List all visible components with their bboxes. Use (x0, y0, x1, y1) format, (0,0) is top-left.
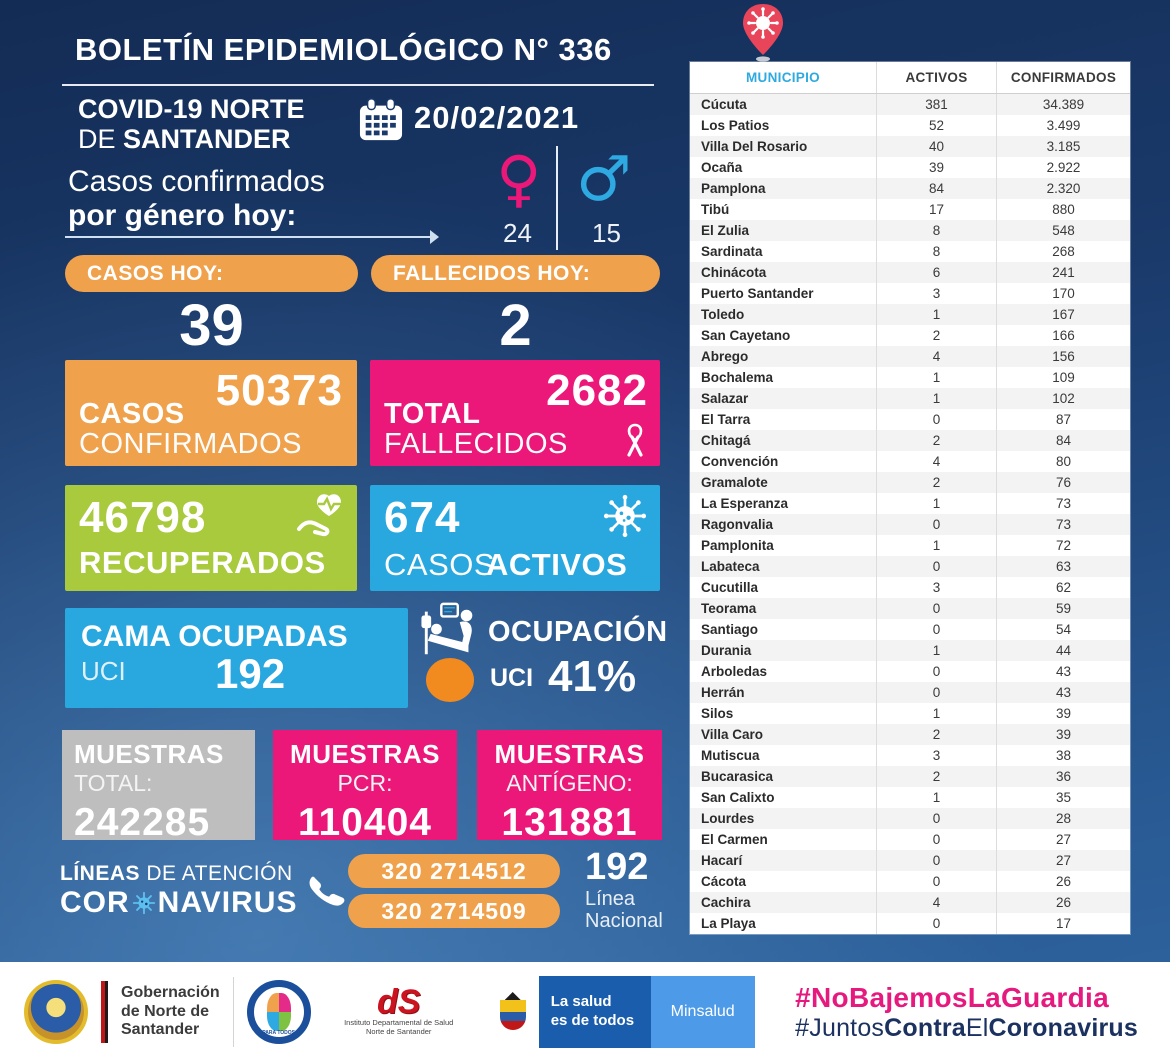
confirmados-cell: 34.389 (996, 94, 1130, 115)
uci-beds-box: CAMA OCUPADAS UCI 192 (65, 608, 408, 708)
activos-cell: 0 (876, 808, 996, 829)
activos-cell: 2 (876, 766, 996, 787)
municipio-cell: Cúcuta (701, 97, 747, 112)
table-row (690, 472, 1130, 493)
confirmados-cell: 28 (996, 808, 1130, 829)
confirmados-cell: 880 (996, 199, 1130, 220)
confirmados-cell: 72 (996, 535, 1130, 556)
activos-cell: 17 (876, 199, 996, 220)
bulletin-poster: BOLETÍN EPIDEMIOLÓGICO N° 336 COVID-19 NORTE DE SANTANDER 20/02/2021 Casos confirmados por género hoy: ♀ ♂ 24 15 CASOS HOY: FALLECIDOS HOY: 39 2 50373 CASOS CONFIRMADOS 2682 TOTAL FALLECIDOS 46798 RECUPERADOS 674 CASOS ACTIVOS CAMA OCUPADAS UCI 192 OCUPACIÓN UCI 41% MUESTRAS TOTAL: 242285 MUESTRAS PCR: 110404 MUESTRAS ANTÍGENO: 131881 LÍNEAS DE ATENCIÓN COR NAVIRUS 320 2714512 320 2714509 192 Línea Nacional MUNICIPIO ACTIVOS CONFIRMADOS Cúcuta 381 34.389 Los Patios 52 3.499 Villa Del Rosario 40 3.185 Ocaña 39 2.922 Pamplona 84 2.320 Tibú 17 880 El Zulia 8 548 Sardinata 8 268 Chinácota 6 241 Puerto Santander 3 170 Toledo 1 167 San Cayetano 2 166 Abrego 4 156 Bochalema 1 109 Salazar 1 102 El Tarra 0 87 Chitagá 2 84 Convención 4 80 Gramalote 2 76 La Esperanza 1 73 Ragonvalia 0 73 Pamplonita 1 72 Labateca 0 63 Cucutilla 3 62 Teorama 0 59 Santiago 0 54 Durania 1 44 Arboledas 0 43 Herrán 0 43 Silos 1 39 Villa Caro 2 39 Mutiscua 3 38 Bucarasica 2 36 San Calixto 1 35 Lourdes 0 28 El Carmen 0 27 Hacarí 0 27 Cácota 0 26 Cachira 4 26 La Playa 0 17 Gobernación de Norte de Santander PARA TODOS dS Instituto Departamental de Salud Norte de Santander La salud es de todos Minsalud #NoBajemosLaGuardia #JuntosContraElCoronavirus (0, 0, 1170, 1062)
municipality-table (690, 62, 1130, 934)
samples-pcr-value: 110404 (298, 801, 432, 844)
municipio-cell: Pamplona (701, 181, 766, 196)
confirmados-cell: 38 (996, 745, 1130, 766)
municipio-cell: Ragonvalia (701, 517, 774, 532)
table-row (690, 199, 1130, 220)
activos-cell: 8 (876, 241, 996, 262)
table-row (690, 388, 1130, 409)
table-row (690, 598, 1130, 619)
table-row (690, 577, 1130, 598)
recovered-value: 46798 (79, 493, 207, 542)
cases-today-value: 39 (179, 293, 244, 358)
confirmados-cell: 87 (996, 409, 1130, 430)
activos-cell: 39 (876, 157, 996, 178)
uci-occupation-label: OCUPACIÓN (488, 616, 668, 648)
activos-cell: 1 (876, 535, 996, 556)
municipio-cell: Villa Caro (701, 727, 764, 742)
activos-cell: 4 (876, 892, 996, 913)
activos-cell: 0 (876, 598, 996, 619)
activos-cell: 6 (876, 262, 996, 283)
municipio-cell: Los Patios (701, 118, 770, 133)
confirmados-cell: 548 (996, 220, 1130, 241)
deaths-today-pill: FALLECIDOS HOY: (371, 255, 660, 292)
deaths-value: 2682 (546, 366, 648, 415)
table-row (690, 304, 1130, 325)
activos-cell: 1 (876, 703, 996, 724)
table-row (690, 619, 1130, 640)
activos-cell: 3 (876, 745, 996, 766)
municipio-cell: Herrán (701, 685, 745, 700)
gender-section-label: Casos confirmados por género hoy: (68, 165, 325, 232)
footer-divider (233, 977, 234, 1047)
confirmados-cell: 63 (996, 556, 1130, 577)
municipio-cell: El Zulia (701, 223, 750, 238)
uci-beds-value: 192 (215, 650, 286, 697)
municipio-cell: Labateca (701, 559, 760, 574)
confirmados-cell: 170 (996, 283, 1130, 304)
municipio-cell: La Esperanza (701, 496, 789, 511)
activos-cell: 2 (876, 325, 996, 346)
table-row (690, 829, 1130, 850)
confirmados-cell: 156 (996, 346, 1130, 367)
table-row (690, 430, 1130, 451)
table-row (690, 808, 1130, 829)
active-cases-box: 674 CASOS ACTIVOS (370, 485, 660, 591)
table-row (690, 178, 1130, 199)
activos-cell: 1 (876, 640, 996, 661)
activos-cell: 0 (876, 619, 996, 640)
table-row (690, 325, 1130, 346)
confirmados-cell: 3.499 (996, 115, 1130, 136)
virus-icon (600, 491, 650, 541)
phone-icon (303, 869, 348, 914)
samples-pcr-box: MUESTRAS PCR: 110404 (273, 730, 457, 840)
activos-cell: 381 (876, 94, 996, 115)
confirmados-cell: 2.922 (996, 157, 1130, 178)
municipio-cell: Arboledas (701, 664, 768, 679)
activos-cell: 3 (876, 283, 996, 304)
municipio-cell: Silos (701, 706, 734, 721)
coronavirus-o-icon (131, 890, 157, 916)
hand-heart-icon (295, 493, 347, 539)
deaths-today-value: 2 (499, 293, 532, 358)
title-underline (62, 84, 654, 86)
municipality-table-body (690, 94, 1130, 934)
samples-antigen-value: 131881 (501, 801, 638, 844)
occupation-dot (426, 658, 474, 702)
subtitle (78, 94, 305, 154)
municipio-cell: Cachira (701, 895, 751, 910)
confirmados-cell: 3.185 (996, 136, 1130, 157)
table-row (690, 220, 1130, 241)
municipio-cell: San Calixto (701, 790, 775, 805)
confirmados-cell: 59 (996, 598, 1130, 619)
activos-cell: 0 (876, 829, 996, 850)
confirmados-cell: 54 (996, 619, 1130, 640)
table-row (690, 661, 1130, 682)
confirmados-cell: 2.320 (996, 178, 1130, 199)
confirmados-cell: 43 (996, 682, 1130, 703)
municipio-cell: La Playa (701, 916, 756, 931)
subtitle-line1: COVID-19 NORTE (78, 94, 305, 124)
table-row (690, 787, 1130, 808)
activos-cell: 2 (876, 430, 996, 451)
samples-total-value: 242285 (74, 801, 211, 844)
subtitle-line2: DE SANTANDER (78, 124, 291, 155)
municipio-cell: Chitagá (701, 433, 751, 448)
activos-cell: 4 (876, 346, 996, 367)
confirmados-cell: 76 (996, 472, 1130, 493)
table-row (690, 640, 1130, 661)
table-row (690, 409, 1130, 430)
confirmados-cell: 17 (996, 913, 1130, 934)
table-row (690, 493, 1130, 514)
activos-cell: 52 (876, 115, 996, 136)
activos-cell: 1 (876, 304, 996, 325)
confirmados-cell: 35 (996, 787, 1130, 808)
table-row (690, 850, 1130, 871)
header-confirmados: CONFIRMADOS (996, 62, 1130, 93)
samples-total-box: MUESTRAS TOTAL: 242285 (62, 730, 255, 840)
header-activos: ACTIVOS (876, 62, 996, 93)
municipio-cell: Teorama (701, 601, 757, 616)
municipio-cell: Cucutilla (701, 580, 759, 595)
municipio-cell: Sardinata (701, 244, 763, 259)
confirmados-cell: 241 (996, 262, 1130, 283)
activos-cell: 0 (876, 913, 996, 934)
hospital-bed-icon (420, 600, 482, 662)
table-row (690, 745, 1130, 766)
municipio-cell: Durania (701, 643, 752, 658)
active-value: 674 (384, 493, 461, 542)
confirmed-value: 50373 (215, 366, 343, 415)
minsalud-logo (487, 976, 755, 1048)
table-row (690, 892, 1130, 913)
activos-cell: 40 (876, 136, 996, 157)
table-row (690, 451, 1130, 472)
national-line-number: 192 (585, 846, 649, 888)
confirmados-cell: 62 (996, 577, 1130, 598)
table-row (690, 913, 1130, 934)
activos-cell: 0 (876, 514, 996, 535)
ribbon-icon (622, 422, 648, 460)
table-row (690, 724, 1130, 745)
confirmed-cases-box: 50373 CASOS CONFIRMADOS (65, 360, 357, 466)
activos-cell: 1 (876, 367, 996, 388)
municipio-cell: Mutiscua (701, 748, 760, 763)
municipio-cell: Pamplonita (701, 538, 774, 553)
page-title: BOLETÍN EPIDEMIOLÓGICO N° 336 (75, 32, 612, 67)
confirmados-cell: 167 (996, 304, 1130, 325)
table-row (690, 94, 1130, 115)
arrow-head (430, 230, 439, 244)
table-row (690, 556, 1130, 577)
confirmados-cell: 73 (996, 493, 1130, 514)
minsalud-box: Minsalud (651, 976, 755, 1048)
footer (0, 962, 1170, 1062)
table-row (690, 115, 1130, 136)
arrow-line (65, 236, 433, 238)
female-icon: ♀ (496, 142, 542, 215)
gender-divider (556, 146, 558, 250)
table-row (690, 346, 1130, 367)
municipio-cell: Toledo (701, 307, 745, 322)
table-row (690, 682, 1130, 703)
municipio-cell: El Tarra (701, 412, 751, 427)
confirmados-cell: 43 (996, 661, 1130, 682)
municipio-cell: Ocaña (701, 160, 743, 175)
municipio-cell: Hacarí (701, 853, 743, 868)
ids-logo: dS Instituto Departamental de Salud Norte de Santander (344, 983, 454, 1037)
calendar-icon (358, 98, 404, 142)
cases-today-pill: CASOS HOY: (65, 255, 358, 292)
confirmados-cell: 26 (996, 892, 1130, 913)
confirmados-cell: 84 (996, 430, 1130, 451)
table-row (690, 535, 1130, 556)
municipio-cell: San Cayetano (701, 328, 791, 343)
municipio-cell: Tibú (701, 202, 730, 217)
municipio-cell: Puerto Santander (701, 286, 814, 301)
confirmados-cell: 166 (996, 325, 1130, 346)
para-todos-badge-logo: PARA TODOS (247, 980, 311, 1044)
activos-cell: 0 (876, 850, 996, 871)
la-salud-box: La salud es de todos (539, 976, 651, 1048)
activos-cell: 0 (876, 682, 996, 703)
confirmados-cell: 80 (996, 451, 1130, 472)
municipio-cell: Bochalema (701, 370, 774, 385)
confirmados-cell: 44 (996, 640, 1130, 661)
municipio-cell: Salazar (701, 391, 749, 406)
campaign-hashtags (795, 982, 1146, 1043)
activos-cell: 4 (876, 451, 996, 472)
activos-cell: 1 (876, 493, 996, 514)
table-row (690, 262, 1130, 283)
gobernacion-seal-logo (24, 980, 88, 1044)
table-row (690, 241, 1130, 262)
municipio-cell: Convención (701, 454, 779, 469)
activos-cell: 84 (876, 178, 996, 199)
table-row (690, 766, 1130, 787)
confirmados-cell: 27 (996, 829, 1130, 850)
location-pin-icon (736, 2, 790, 64)
header-municipio: MUNICIPIO (746, 70, 820, 85)
municipio-cell: Chinácota (701, 265, 767, 280)
municipio-cell: Bucarasica (701, 769, 774, 784)
gobernacion-name: Gobernación de Norte de Santander (121, 984, 220, 1039)
municipio-cell: Cácota (701, 874, 747, 889)
table-row (690, 514, 1130, 535)
table-row (690, 136, 1130, 157)
confirmados-cell: 36 (996, 766, 1130, 787)
confirmados-cell: 39 (996, 703, 1130, 724)
hotline-phone-2: 320 2714509 (348, 894, 560, 928)
hashtag-2: #JuntosContraElCoronavirus (795, 1013, 1138, 1042)
confirmados-cell: 109 (996, 367, 1130, 388)
table-row (690, 157, 1130, 178)
colombia-arms-icon (487, 976, 539, 1048)
municipio-cell: Gramalote (701, 475, 768, 490)
activos-cell: 0 (876, 409, 996, 430)
hotlines-label: LÍNEAS DE ATENCIÓN COR NAVIRUS (60, 862, 298, 919)
table-row (690, 283, 1130, 304)
activos-cell: 0 (876, 556, 996, 577)
female-count: 24 (503, 218, 532, 248)
municipio-cell: El Carmen (701, 832, 768, 847)
activos-cell: 2 (876, 724, 996, 745)
table-row (690, 871, 1130, 892)
municipio-cell: Villa Del Rosario (701, 139, 808, 154)
hotline-phone-1: 320 2714512 (348, 854, 560, 888)
table-row (690, 367, 1130, 388)
municipio-cell: Abrego (701, 349, 749, 364)
activos-cell: 8 (876, 220, 996, 241)
uci-occupation-value: 41% (548, 652, 637, 701)
activos-cell: 2 (876, 472, 996, 493)
activos-cell: 1 (876, 787, 996, 808)
confirmados-cell: 73 (996, 514, 1130, 535)
activos-cell: 3 (876, 577, 996, 598)
municipio-cell: Santiago (701, 622, 759, 637)
table-row (690, 703, 1130, 724)
municipio-cell: Lourdes (701, 811, 755, 826)
total-deaths-box: 2682 TOTAL FALLECIDOS (370, 360, 660, 466)
confirmados-cell: 102 (996, 388, 1130, 409)
activos-cell: 1 (876, 388, 996, 409)
confirmados-cell: 27 (996, 850, 1130, 871)
confirmados-cell: 39 (996, 724, 1130, 745)
gobernacion-stripe (101, 981, 108, 1043)
male-count: 15 (592, 218, 621, 248)
table-header (690, 62, 1130, 94)
hashtag-1: #NoBajemosLaGuardia (795, 981, 1109, 1013)
confirmados-cell: 268 (996, 241, 1130, 262)
activos-cell: 0 (876, 871, 996, 892)
confirmados-cell: 26 (996, 871, 1130, 892)
activos-cell: 0 (876, 661, 996, 682)
report-date: 20/02/2021 (414, 100, 580, 135)
male-icon: ♂ (576, 142, 632, 215)
recovered-box: 46798 RECUPERADOS (65, 485, 357, 591)
samples-antigen-box: MUESTRAS ANTÍGENO: 131881 (477, 730, 662, 840)
